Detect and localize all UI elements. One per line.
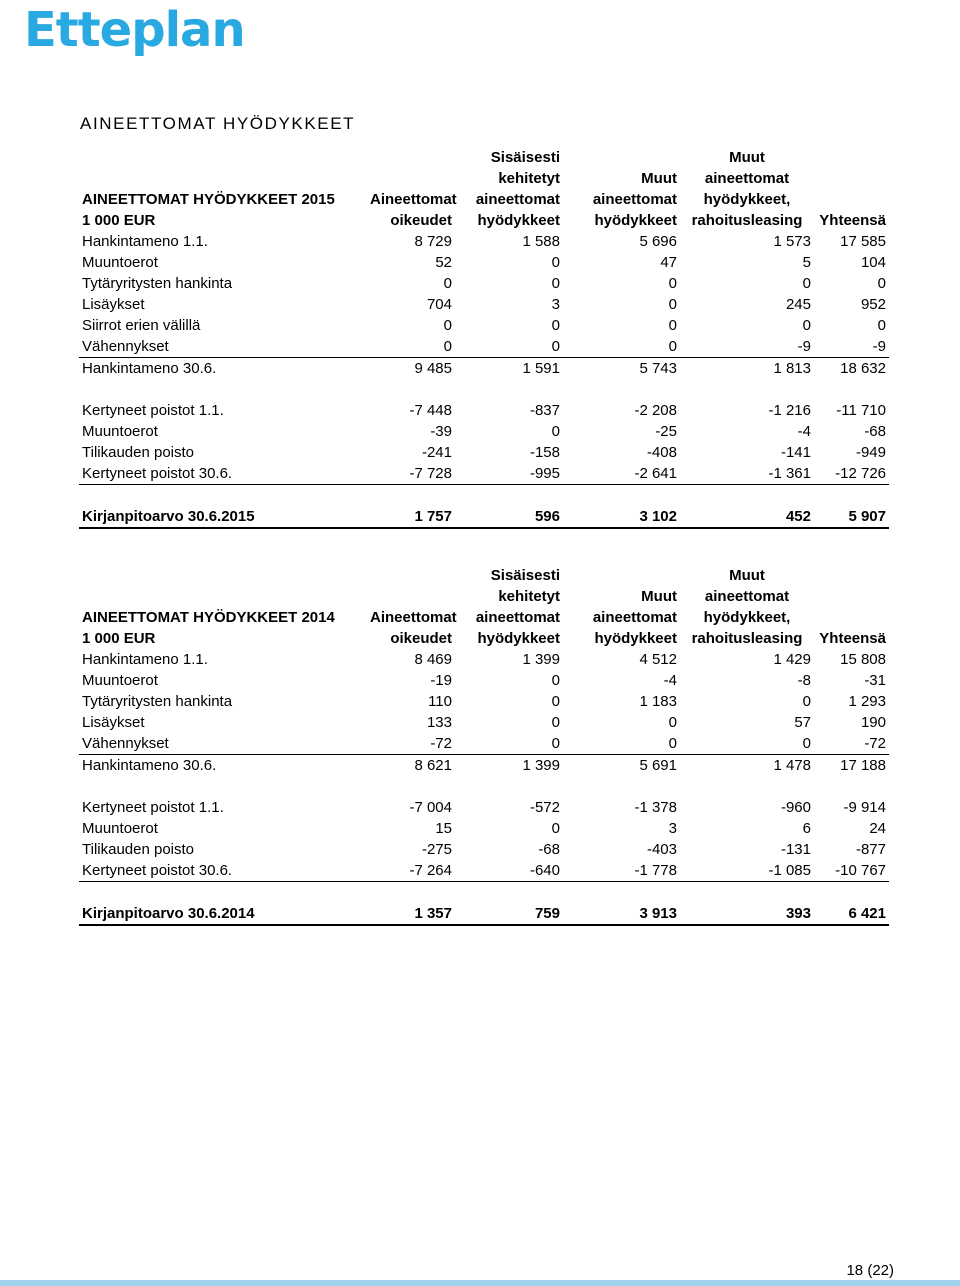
row-label: Lisäykset <box>82 714 145 731</box>
table-row <box>79 315 889 336</box>
row-value: 1 399 <box>522 757 560 774</box>
row-value: -7 004 <box>409 799 452 816</box>
row-value: -640 <box>455 860 563 882</box>
row-value: 0 <box>668 714 677 731</box>
row-value: -12 726 <box>814 463 889 485</box>
row-value: 15 <box>435 820 452 837</box>
row-value: -1 216 <box>768 402 811 419</box>
table-row <box>79 421 889 442</box>
row-value: 1 429 <box>773 651 811 668</box>
row-value: -19 <box>430 672 452 689</box>
row-value: 8 729 <box>414 233 452 250</box>
table-title: AINEETTOMAT HYÖDYKKEET 2014 <box>82 609 335 626</box>
row-value: -10 767 <box>814 860 889 882</box>
row-value: -8 <box>797 672 811 689</box>
row-value: -1 361 <box>680 463 814 485</box>
row-value: 0 <box>563 336 680 358</box>
unit-label: 1 000 EUR <box>82 630 156 647</box>
row-label: Tytäryritysten hankinta <box>82 693 233 710</box>
row-label: Hankintameno 30.6. <box>82 360 217 377</box>
spacer-row <box>79 776 889 797</box>
row-value: 0 <box>443 317 452 334</box>
row-label: Muuntoerot <box>82 672 158 689</box>
row-value: -9 <box>814 336 889 358</box>
table-header <box>79 147 889 231</box>
row-value: 0 <box>877 275 886 292</box>
spacer-row <box>79 379 889 400</box>
row-value: -68 <box>538 841 560 858</box>
total-row: Kirjanpitoarvo 30.6.2015 1 757 596 3 102 452 5 907 <box>79 506 889 528</box>
row-label: Vähennykset <box>79 733 367 755</box>
row-value: 0 <box>367 336 455 358</box>
row-value: -403 <box>646 841 677 858</box>
table-header <box>79 565 889 649</box>
spacer-row <box>79 485 889 507</box>
row-value: 190 <box>860 714 886 731</box>
row-value: 9 485 <box>414 360 452 377</box>
row-value: 0 <box>668 296 677 313</box>
row-value: 1 588 <box>522 233 560 250</box>
table-title: AINEETTOMAT HYÖDYKKEET 2015 <box>82 191 335 208</box>
table-row <box>79 733 889 755</box>
row-value: 6 <box>802 820 811 837</box>
row-value: -9 <box>680 336 814 358</box>
row-value: 1 591 <box>522 360 560 377</box>
row-value: 1 478 <box>773 757 811 774</box>
row-value: -572 <box>529 799 560 816</box>
row-value: 5 <box>802 254 811 271</box>
table-row <box>79 860 889 882</box>
row-label: Kertyneet poistot 1.1. <box>82 799 224 816</box>
row-value: 3 <box>551 296 560 313</box>
row-label: Muuntoerot <box>82 820 158 837</box>
table-row <box>79 336 889 358</box>
row-value: -25 <box>655 423 677 440</box>
row-value: 1 183 <box>639 693 677 710</box>
row-value: 0 <box>802 317 811 334</box>
row-value: 704 <box>426 296 452 313</box>
table-body-2014 <box>79 649 889 903</box>
col-header-leasing: Muut aineettomat hyödykkeet, rahoitusleasing <box>691 149 803 229</box>
row-label: Hankintameno 30.6. <box>82 757 217 774</box>
row-value: -4 <box>663 672 677 689</box>
row-value: 24 <box>869 820 886 837</box>
row-label: Hankintameno 1.1. <box>82 651 208 668</box>
table-row <box>79 818 889 839</box>
table-row <box>79 252 889 273</box>
row-value: 5 696 <box>639 233 677 250</box>
row-value: -141 <box>780 444 811 461</box>
row-value: -72 <box>367 733 455 755</box>
row-value: 0 <box>551 714 560 731</box>
table-row <box>79 400 889 421</box>
col-header-rights: Aineettomat oikeudet <box>370 191 457 229</box>
row-value: 47 <box>660 254 677 271</box>
row-value: 952 <box>860 296 886 313</box>
table-2015 <box>79 147 889 529</box>
row-label: Kertyneet poistot 1.1. <box>82 402 224 419</box>
row-value: 0 <box>551 423 560 440</box>
row-value: -9 914 <box>843 799 886 816</box>
row-value: 1 813 <box>773 360 811 377</box>
row-value: -7 448 <box>409 402 452 419</box>
footer-bar <box>0 1280 960 1286</box>
section-title: AINEETTOMAT HYÖDYKKEET <box>80 114 356 133</box>
row-value: -837 <box>529 402 560 419</box>
row-label: Muuntoerot <box>82 423 158 440</box>
table-row <box>79 691 889 712</box>
row-value: -31 <box>864 672 886 689</box>
row-label: Siirrot erien välillä <box>82 317 201 334</box>
table-row <box>79 649 889 670</box>
row-value: 8 621 <box>414 757 452 774</box>
col-header-other: Muut aineettomat hyödykkeet <box>592 170 677 229</box>
row-value: 1 293 <box>848 693 886 710</box>
row-value: 15 808 <box>840 651 886 668</box>
row-value: 0 <box>551 317 560 334</box>
table-row <box>79 294 889 315</box>
header-label <box>79 147 367 231</box>
row-value: 0 <box>668 275 677 292</box>
total-row: Kirjanpitoarvo 30.6.2014 1 357 759 3 913 393 6 421 <box>79 903 889 925</box>
row-value: -1 085 <box>680 860 814 882</box>
row-value: 0 <box>877 317 886 334</box>
row-value: -1 778 <box>563 860 680 882</box>
row-value: 0 <box>455 336 563 358</box>
row-label: Hankintameno 1.1. <box>82 233 208 250</box>
unit-label: 1 000 EUR <box>82 212 156 229</box>
table-body-2015 <box>79 231 889 506</box>
row-value: 3 <box>668 820 677 837</box>
row-value: 104 <box>860 254 886 271</box>
spacer-row <box>79 882 889 904</box>
row-value: 0 <box>802 275 811 292</box>
row-value: -995 <box>455 463 563 485</box>
row-label: Tytäryritysten hankinta <box>82 275 233 292</box>
col-header-internal: Sisäisesti kehitetyt aineettomat hyödykkeet <box>475 567 560 647</box>
row-label: Kertyneet poistot 30.6. <box>79 463 367 485</box>
row-value: 0 <box>668 317 677 334</box>
row-value: -408 <box>646 444 677 461</box>
row-value: -4 <box>797 423 811 440</box>
row-value: -275 <box>421 841 452 858</box>
row-value: 1 573 <box>773 233 811 250</box>
row-value: -131 <box>780 841 811 858</box>
row-value: 52 <box>435 254 452 271</box>
row-label: Tilikauden poisto <box>82 444 195 461</box>
row-label: Tilikauden poisto <box>82 841 195 858</box>
row-value: -72 <box>814 733 889 755</box>
table-row <box>79 463 889 485</box>
row-value: 5 743 <box>639 360 677 377</box>
row-value: -960 <box>780 799 811 816</box>
row-value: 0 <box>680 733 814 755</box>
table-row <box>79 273 889 294</box>
page-number: 18 (22) <box>846 1262 894 1279</box>
row-value: 5 691 <box>639 757 677 774</box>
table-row <box>79 755 889 777</box>
row-value: -2 641 <box>563 463 680 485</box>
table-2014 <box>79 565 889 926</box>
header-label <box>79 565 367 649</box>
col-header-total: Yhteensä <box>819 212 886 229</box>
table-row <box>79 442 889 463</box>
row-value: 0 <box>443 275 452 292</box>
row-value: 17 188 <box>840 757 886 774</box>
company-logo: Etteplan <box>24 2 245 58</box>
row-value: -2 208 <box>634 402 677 419</box>
col-header-other: Muut aineettomat hyödykkeet <box>592 588 677 647</box>
row-value: -7 264 <box>367 860 455 882</box>
table-row <box>79 712 889 733</box>
row-value: -1 378 <box>634 799 677 816</box>
col-header-leasing: Muut aineettomat hyödykkeet, rahoitusleasing <box>691 567 803 647</box>
row-value: 57 <box>794 714 811 731</box>
row-value: -158 <box>529 444 560 461</box>
table-row <box>79 797 889 818</box>
row-label: Vähennykset <box>79 336 367 358</box>
row-value: 0 <box>551 254 560 271</box>
row-value: 0 <box>455 733 563 755</box>
row-value: 133 <box>426 714 452 731</box>
row-value: 1 399 <box>522 651 560 668</box>
row-value: 17 585 <box>840 233 886 250</box>
row-value: 0 <box>551 820 560 837</box>
row-value: 4 512 <box>639 651 677 668</box>
row-value: -68 <box>864 423 886 440</box>
row-value: -949 <box>855 444 886 461</box>
row-label: Lisäykset <box>82 296 145 313</box>
table-row <box>79 231 889 252</box>
row-value: -39 <box>430 423 452 440</box>
row-value: 110 <box>428 693 452 710</box>
table-row <box>79 358 889 380</box>
row-label: Muuntoerot <box>82 254 158 271</box>
row-value: 0 <box>551 672 560 689</box>
row-value: 8 469 <box>414 651 452 668</box>
row-value: 0 <box>551 693 560 710</box>
table-row <box>79 839 889 860</box>
row-value: -7 728 <box>367 463 455 485</box>
row-value: 18 632 <box>840 360 886 377</box>
table-row <box>79 670 889 691</box>
row-value: -877 <box>855 841 886 858</box>
col-header-total: Yhteensä <box>819 630 886 647</box>
row-value: -241 <box>421 444 452 461</box>
row-value: 0 <box>563 733 680 755</box>
row-value: 245 <box>785 296 811 313</box>
col-header-rights: Aineettomat oikeudet <box>370 609 457 647</box>
row-value: 0 <box>551 275 560 292</box>
row-value: -11 710 <box>836 402 886 419</box>
row-label: Kertyneet poistot 30.6. <box>79 860 367 882</box>
col-header-internal: Sisäisesti kehitetyt aineettomat hyödykkeet <box>475 149 560 229</box>
row-value: 0 <box>802 693 811 710</box>
